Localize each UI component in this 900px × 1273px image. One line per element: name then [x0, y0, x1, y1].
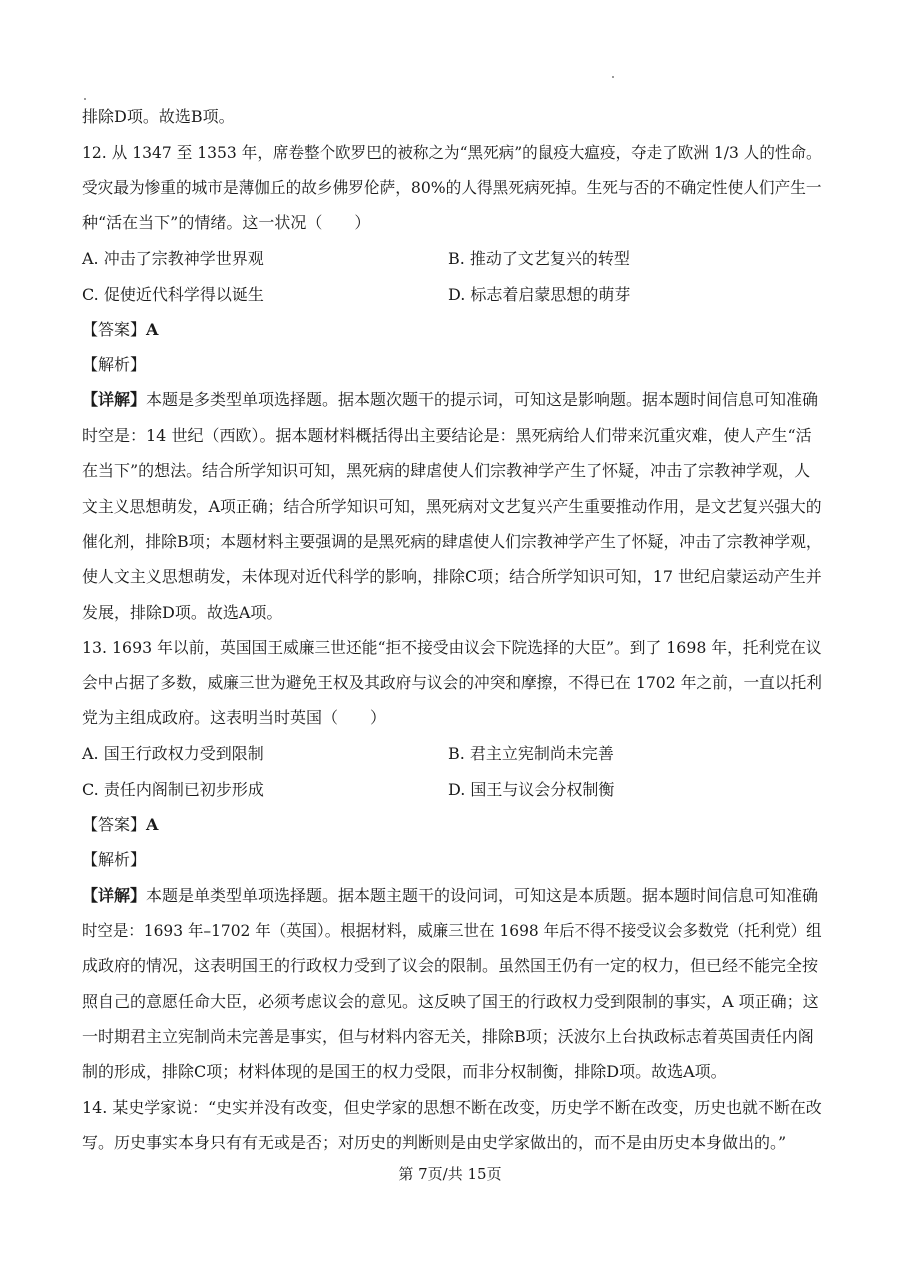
q12-stem-line: 受灾最为惨重的城市是薄伽丘的故乡佛罗伦萨，80%的人得黑死病死掉。生死与否的不确定性使人们产生一 [82, 178, 822, 197]
q12-detail-line: 发展，排除D项。故选A项。 [82, 603, 283, 622]
q12-answer [82, 320, 158, 340]
detail-text: 本题是多类型单项选择题。据本题次题干的提示词，可知这是影响题。据本题时间信息可知准确 [146, 390, 819, 409]
q12-detail-line: 在当下”的想法。结合所学知识可知，黑死病的肆虐使人们宗教神学产生了怀疑，冲击了宗教神学观，人 [82, 461, 811, 480]
q13-detail-line: 一时期君主立宪制尚未完善是事实，但与材料内容无关，排除B项；沃波尔上台执政标志着英国责任内阁 [82, 1027, 814, 1046]
q12-stem-line: 种“活在当下”的情绪。这一状况（ ） [82, 213, 371, 232]
q13-stem-line: 13. 1693 年以前，英国国王威廉三世还能“拒不接受由议会下院选择的大臣”。到了 1698 年，托利党在议 [82, 638, 822, 657]
q13-answer [82, 815, 158, 835]
q12-analysis-tag: 【解析】 [82, 355, 147, 374]
q13-detail-line [82, 886, 818, 906]
scan-speck [84, 98, 86, 100]
q12-detail-line [82, 390, 818, 410]
q13-detail-line: 成政府的情况，这表明国王的行政权力受到了议会的限制。虽然国王仍有一定的权力，但已经不能完全按 [82, 956, 819, 975]
q14-stem-line: 14. 某史学家说：“史实并没有改变，但史学家的思想不断在改变，历史学不断在改变，历史也就不断在改 [82, 1098, 822, 1117]
q13-detail-line: 照自己的意愿任命大臣，必须考虑议会的意见。这反映了国王的行政权力受到限制的事实，A 项正确；这 [82, 992, 819, 1011]
q12-detail-line: 催化剂，排除B项；本题材料主要强调的是黑死病的肆虐使人们宗教神学产生了怀疑，冲击了宗教神学观， [82, 532, 822, 551]
q13-option-d: D. 国王与议会分权制衡 [448, 780, 615, 799]
detail-text: 本题是单类型单项选择题。据本题主题干的设问词，可知这是本质题。据本题时间信息可知准确 [146, 886, 819, 905]
q12-option-d: D. 标志着启蒙思想的萌芽 [448, 285, 631, 304]
q13-detail-line: 时空是：1693 年–1702 年（英国）。根据材料，威廉三世在 1698 年后不得不接受议会多数党（托利党）组 [82, 921, 822, 940]
q12-option-a: A. 冲击了宗教神学世界观 [82, 249, 264, 268]
answer-value: A [146, 320, 159, 339]
q13-option-c: C. 责任内阁制已初步形成 [82, 780, 264, 799]
detail-tag: 【详解】 [82, 390, 147, 409]
detail-tag: 【详解】 [82, 886, 147, 905]
q12-detail-line: 文主义思想萌发，A项正确；结合所学知识可知，黑死病对文艺复兴产生重要推动作用，是文艺复兴强大的 [82, 497, 822, 516]
q13-detail-line: 制的形成，排除C项；材料体现的是国王的权力受限，而非分权制衡，排除D项。故选A项。 [82, 1062, 727, 1081]
q12-detail-line: 使人文主义思想萌发，未体现对近代科学的影响，排除C项；结合所学知识可知，17 世纪启蒙运动产生并 [82, 567, 822, 586]
q13-option-b: B. 君主立宪制尚未完善 [448, 744, 614, 763]
q12-option-b: B. 推动了文艺复兴的转型 [448, 249, 630, 268]
page-number: 第 7页/共 15页 [398, 1165, 502, 1183]
answer-value: A [146, 815, 159, 834]
q13-analysis-tag: 【解析】 [82, 850, 147, 869]
q12-detail-line: 时空是：14 世纪（西欧）。据本题材料概括得出主要结论是：黑死病给人们带来沉重灾难，使人产生“活 [82, 426, 812, 445]
previous-answer-tail: 排除D项。故选B项。 [82, 107, 235, 126]
q12-stem-line: 12. 从 1347 至 1353 年，席卷整个欧罗巴的被称之为“黑死病”的鼠疫大瘟疫，夺走了欧洲 1/3 人的性命。 [82, 143, 822, 162]
q13-option-a: A. 国王行政权力受到限制 [82, 744, 264, 763]
q12-option-c: C. 促使近代科学得以诞生 [82, 285, 264, 304]
answer-tag: 【答案】 [82, 320, 147, 339]
answer-tag: 【答案】 [82, 815, 147, 834]
q14-stem-line: 写。历史事实本身只有有无或是否；对历史的判断则是由史学家做出的，而不是由历史本身做出的。” [82, 1133, 787, 1152]
q13-stem-line: 党为主组成政府。这表明当时英国（ ） [82, 708, 387, 727]
scan-speck [612, 76, 614, 78]
q13-stem-line: 会中占据了多数，威廉三世为避免王权及其政府与议会的冲突和摩擦，不得已在 1702 年之前，一直以托利 [82, 673, 822, 692]
